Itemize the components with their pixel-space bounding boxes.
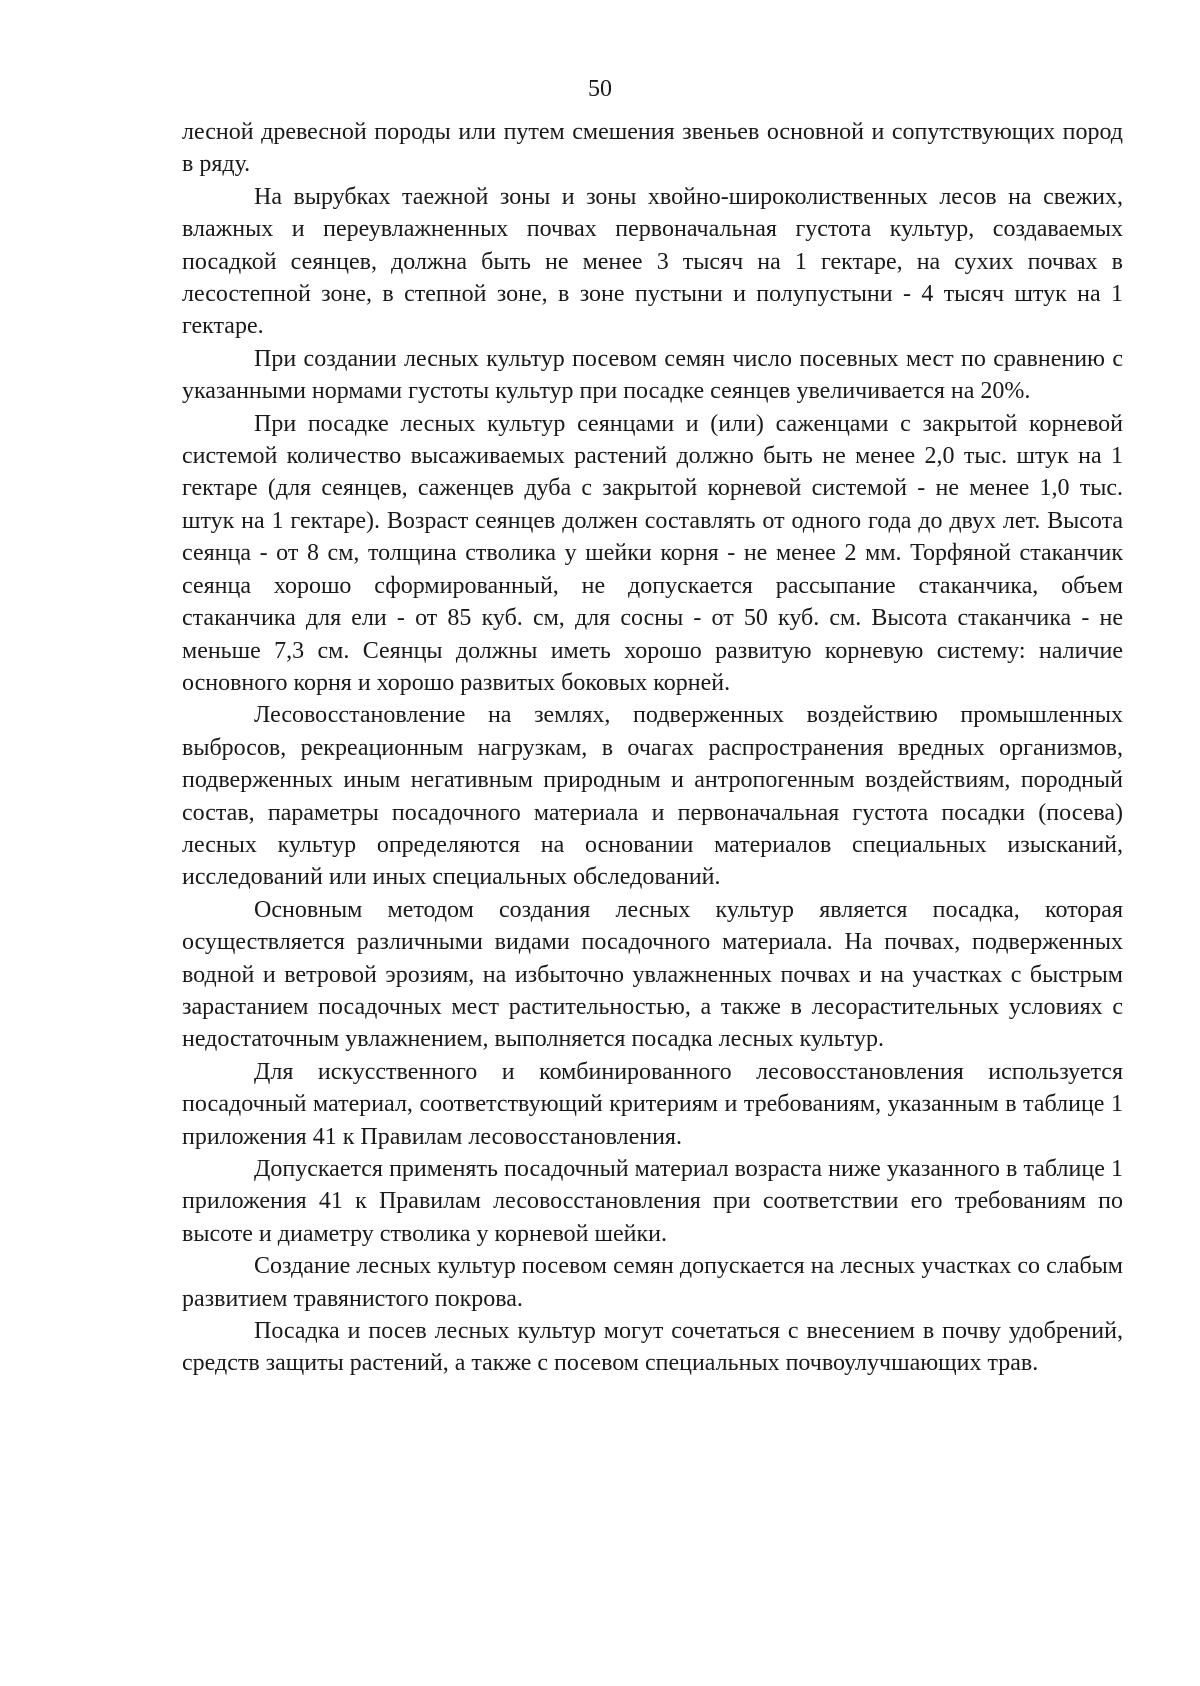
paragraph-closed-root-seedlings: При посадке лесных культур сеянцами и (или) саженцами с закрытой корневой системой количество высаживаемых растений должно быть не менее 2,0 тыс. штук на 1 гектаре (для сеянцев, саженцев дуба с закрытой корневой системой - не менее 1,0 тыс. штук на 1 гектаре). Возраст сеянцев должен составлять от одного года до двух лет. Высота сеянца - от 8 см, толщина стволика у шейки корня - не менее 2 мм. Торфяной стаканчик сеянца хорошо сформированный, не допускается рассыпание стаканчика, объем стаканчика для ели - от 85 куб. см, для сосны - от 50 куб. см. Высота стаканчика - не меньше 7,3 см. Сеянцы должны иметь хорошо развитую корневую систему: наличие основного корня и хорошо развитых боковых корней. bbox=[182, 410, 1123, 696]
paragraph-planting-density: На вырубках таежной зоны и зоны хвойно-широколиственных лесов на свежих, влажных и переувлажненных почвах первоначальная густота культур, создаваемых посадкой сеянцев, должна быть не менее 3 тысяч на 1 гектаре, на сухих почвах в лесостепной зоне, в степной зоне, в зоне пустыни и полупустыни - 4 тысяч штук на 1 гектаре. bbox=[182, 183, 1123, 340]
paragraph-seed-sowing: Создание лесных культур посевом семян допускается на лесных участках со слабым развитием травянистого покрова. bbox=[182, 1253, 1123, 1312]
page-number: 50 bbox=[588, 76, 612, 102]
paragraph-seeding-increase: При создании лесных культур посевом семян число посевных мест по сравнению с указанными нормами густоты культур при посадке сеянцев увеличивается на 20%. bbox=[182, 345, 1123, 405]
paragraph-main-method: Основным методом создания лесных культур является посадка, которая осуществляется различными видами посадочного материала. На почвах, подверженных водной и ветровой эрозиям, на избыточно увлажненных почвах и на участках с быстрым зарастанием посадочных мест растительностью, а также в лесорастительных условиях с недостаточным увлажнением, выполняется посадка лесных культур. bbox=[182, 896, 1123, 1053]
paragraph-affected-lands: Лесовосстановление на землях, подверженных воздействию промышленных выбросов, рекреационным нагрузкам, в очагах распространения вредных организмов, подверженных иным негативным природным и антропогенным воздействиям, породный состав, параметры посадочного материала и первоначальная густота посадки (посева) лесных культур определяются на основании материалов специальных изысканий, исследований или иных специальных обследований. bbox=[182, 702, 1123, 891]
paragraph-younger-material: Допускается применять посадочный материал возраста ниже указанного в таблице 1 приложения 41 к Правилам лесовосстановления при соответствии его требованиям по высоте и диаметру стволика у корневой шейки. bbox=[182, 1156, 1123, 1247]
paragraph-continuation: лесной древесной породы или путем смешения звеньев основной и сопутствующих пород в ряду. bbox=[182, 119, 1123, 178]
document-body bbox=[182, 116, 1123, 1380]
paragraph-planting-material: Для искусственного и комбинированного лесовосстановления используется посадочный материал, соответствующий критериям и требованиям, указанным в таблице 1 приложения 41 к Правилам лесовосстановления. bbox=[182, 1058, 1123, 1150]
paragraph-fertilizers: Посадка и посев лесных культур могут сочетаться с внесением в почву удобрений, средств защиты растений, а также с посевом специальных почвоулучшающих трав. bbox=[182, 1318, 1123, 1377]
